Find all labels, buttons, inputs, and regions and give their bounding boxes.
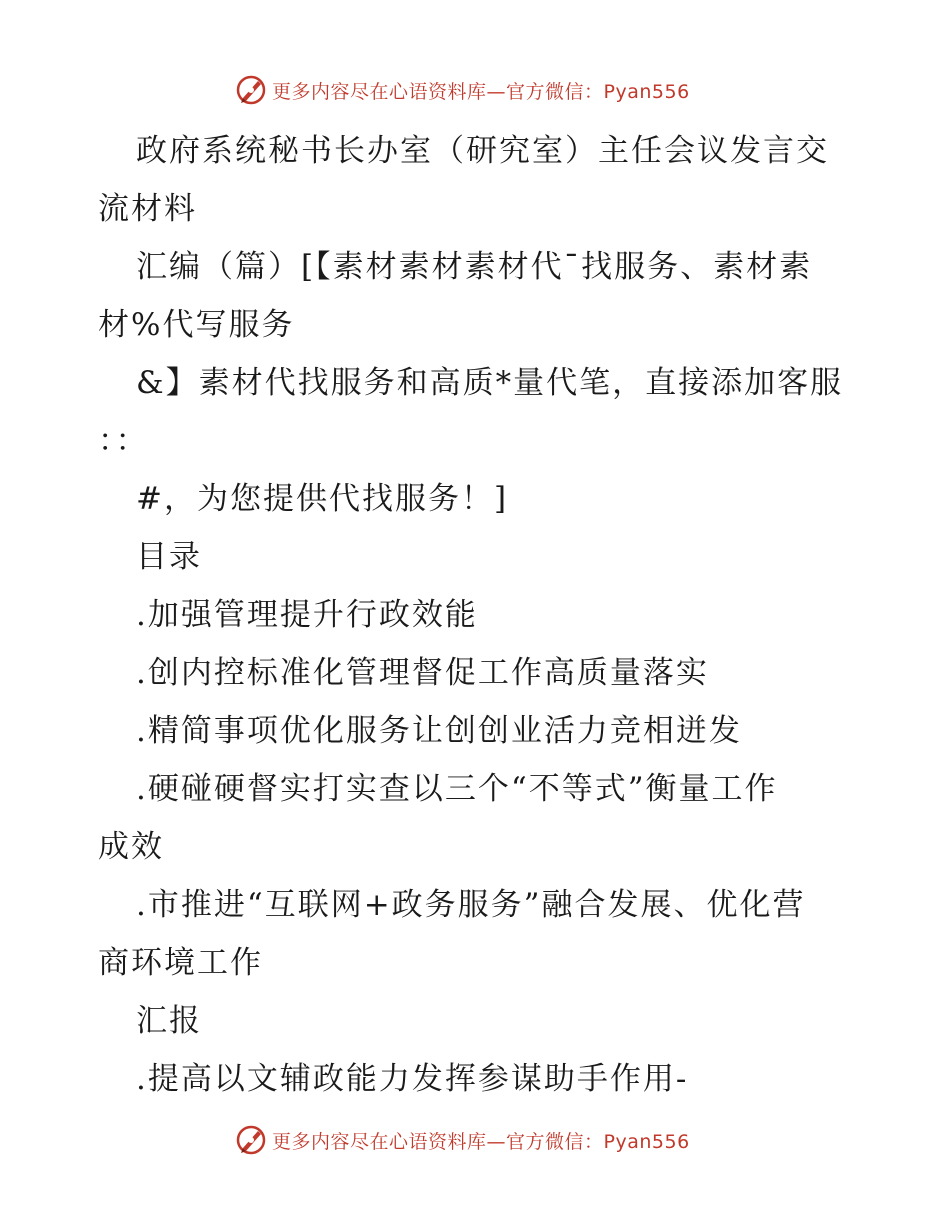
text-line: 汇编（篇）[【素材素材素材代¯找服务、素材素 — [136, 249, 813, 285]
text-line: 政府系统秘书长办室（研究室）主任会议发言交 — [136, 133, 829, 169]
text-line: 商环境工作 — [98, 945, 263, 981]
text-line: ：： — [98, 423, 149, 459]
watermark-text: 更多内容尽在心语资料库—官方微信：Pyan556 — [272, 1130, 690, 1153]
text-line: #，为您提供代找服务！] — [136, 481, 509, 517]
text-line: &】素材代找服务和高质*量代笔，直接添加客服 — [136, 365, 844, 401]
text-line: .创内控标准化管理督促工作高质量落实 — [136, 655, 709, 691]
text-line: .硬碰硬督实打实查以三个“不等式”衡量工作 — [136, 771, 778, 807]
text-line: .市推进“互联网+政务服务”融合发展、优化营 — [136, 887, 806, 923]
footer-watermark-banner — [0, 1120, 950, 1160]
pen-logo-icon — [234, 73, 268, 107]
text-line: 目录 — [136, 539, 202, 575]
document-body — [98, 122, 858, 1108]
header-watermark-banner — [0, 70, 950, 110]
pen-logo-icon — [234, 1123, 268, 1157]
text-line: 汇报 — [136, 1003, 202, 1039]
text-line: .精简事项优化服务让创创业活力竞相迸发 — [136, 713, 742, 749]
text-line: 材%代写服务 — [98, 307, 295, 343]
text-line: .提高以文辅政能力发挥参谋助手作用- — [136, 1061, 689, 1097]
watermark-text: 更多内容尽在心语资料库—官方微信：Pyan556 — [272, 80, 690, 103]
text-line: .加强管理提升行政效能 — [136, 597, 478, 633]
text-line: 成效 — [98, 829, 164, 865]
text-line: 流材料 — [98, 191, 197, 227]
